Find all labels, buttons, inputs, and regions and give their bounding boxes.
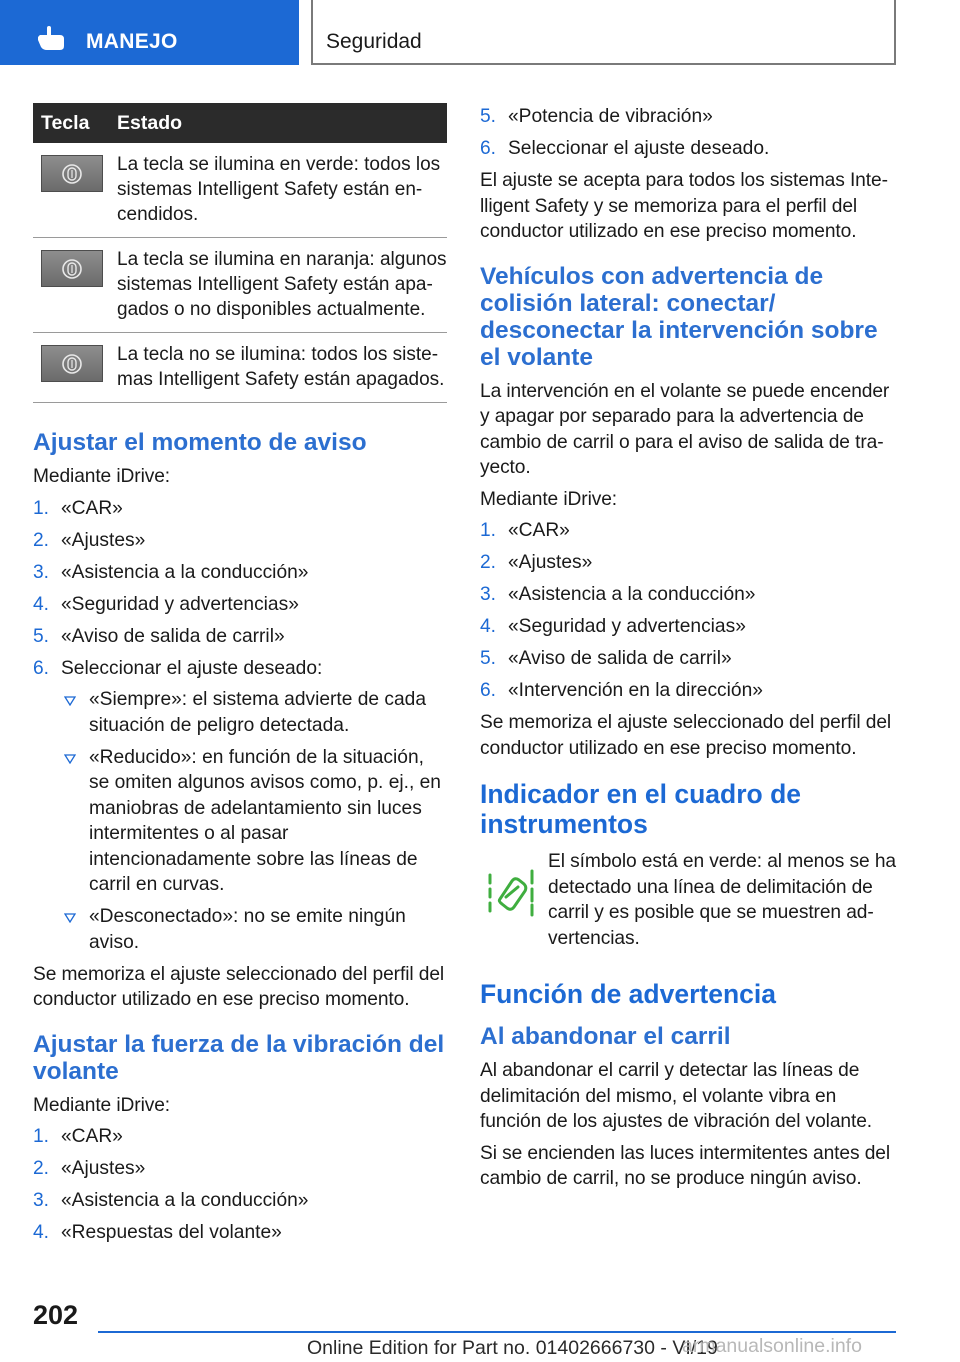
chapter-title: Seguridad (326, 30, 422, 53)
intelligent-safety-key-icon (41, 250, 103, 287)
heading-vibration: Ajustar la fuerza de la vibración del volante (33, 1030, 445, 1085)
table-row (33, 143, 447, 238)
triangle-bullet-icon (64, 754, 76, 764)
steps-vibration (33, 1124, 447, 1246)
function-body-2: Si se encienden las luces intermitentes antes del cambio de carril, no se produce ningún aviso. (480, 1142, 891, 1189)
memory-note: Se memoriza el ajuste seleccionado del perfil del conductor utilizado en ese preciso momento. (33, 963, 445, 1010)
heading-side-collision: Vehículos con advertencia de colisión lateral: conectar/ desconectar la intervención sobre el volante (480, 262, 878, 371)
right-column (480, 104, 896, 1198)
list-item: 6. Seleccionar el ajuste deseado: «Siempre»: el sistema advierte de cada situación de peligro detectada. «Reducido»: en función de la situación, se omiten algunos avisos como, p. ej., en maniobras de adelantamiento sin luces intermitentes o al pasar intencionadamente sobre las líneas de carril en curvas. «Desconectado»: no se emite ningún aviso. (33, 656, 447, 956)
list-item: 4. «Seguridad y advertencias» (480, 616, 746, 637)
chapter-header (311, 0, 896, 65)
intelligent-safety-key-icon (41, 155, 103, 192)
table-row (33, 333, 447, 403)
heading-warning-function: Función de advertencia (480, 979, 776, 1009)
key-status-table (33, 103, 447, 403)
steps-warning-time (33, 496, 447, 956)
list-item: 5. «Aviso de salida de carril» (33, 625, 285, 647)
table-cell-state: La tecla se ilumina en naranja: algunos sistemas Intelligent Safety están apagados o no disponibles actualmente. (117, 238, 447, 333)
triangle-bullet-icon (64, 696, 76, 706)
lane-departure-indicator-icon (482, 853, 542, 923)
list-item: 4. «Seguridad y advertencias» (33, 593, 299, 615)
vibration-note: El ajuste se acepta para todos los sistemas Intelligent Safety y se memoriza para el perfil del conductor utilizado en ese preciso momento. (480, 170, 888, 242)
pointing-hand-icon (38, 26, 66, 50)
option-item: «Reducido»: en función de la situación, se omiten algunos avisos como, p. ej., en maniobras de adelantamiento sin luces intermitentes o al pasar intencionadamente sobre las líneas de carril en curvas. (61, 745, 447, 898)
heading-leaving-lane: Al abandonar el carril (480, 1023, 731, 1050)
list-item: 3. «Asistencia a la conducción» (33, 1190, 309, 1211)
list-item: 6. «Intervención en la dirección» (480, 680, 763, 701)
list-item: 1. «CAR» (33, 1126, 123, 1147)
table-row (33, 238, 447, 333)
option-item: «Desconectado»: no se emite ningún aviso. (61, 904, 447, 955)
intelligent-safety-key-icon (41, 345, 103, 382)
footer-watermark: armanualsonline.info (682, 1335, 862, 1357)
indicator-block (480, 849, 896, 951)
option-item: «Siempre»: el sistema advierte de cada situación de peligro detectada. (61, 687, 447, 738)
triangle-bullet-icon (64, 913, 76, 923)
list-item: 6. Seleccionar el ajuste deseado. (480, 138, 770, 159)
options-list (61, 687, 447, 955)
table-header-row (33, 103, 447, 143)
idrive-intro: Mediante iDrive: (33, 1094, 171, 1116)
list-item: 4. «Respuestas del volante» (33, 1222, 282, 1243)
steps-side-collision (480, 518, 896, 704)
section-label: MANEJO (86, 30, 178, 53)
table-header-key: Tecla (33, 103, 117, 143)
footer-edition: Online Edition for Part no. 01402666730 - VI/19 (307, 1337, 718, 1359)
list-item: 5. «Potencia de vibración» (480, 106, 713, 127)
side-collision-body: La intervención en el volante se puede encender y apagar por separado para la advertencia de cambio de carril o para el aviso de salida de trayecto. (480, 380, 890, 478)
section-tab (0, 0, 299, 65)
list-item: 2. «Ajustes» (33, 529, 146, 551)
function-body-1: Al abandonar el carril y detectar las líneas de delimitación del mismo, el volante vibra en función de los ajustes de vibración del volante. (480, 1060, 872, 1132)
heading-warning-time: Ajustar el momento de aviso (33, 429, 367, 456)
steps-vibration-cont (480, 104, 896, 162)
list-item: 5. «Aviso de salida de carril» (480, 648, 732, 669)
list-item: 2. «Ajustes» (33, 1158, 146, 1179)
heading-indicator: Indicador en el cuadro de instrumentos (480, 779, 802, 839)
table-header-state: Estado (117, 103, 447, 143)
footer-divider (98, 1331, 896, 1333)
list-item: 3. «Asistencia a la conducción» (33, 561, 309, 583)
table-cell-state: La tecla se ilumina en verde: todos los sistemas Intelligent Safety están encendidos. (117, 143, 447, 238)
memory-note: Se memoriza el ajuste seleccionado del perfil del conductor utilizado en ese preciso momento. (480, 712, 892, 759)
indicator-body: El símbolo está en verde: al menos se ha detectado una línea de delimitación de carril y es posible que se muestren advertencias. (548, 851, 896, 949)
idrive-intro: Mediante iDrive: (33, 466, 171, 487)
page-number: 202 (33, 1300, 79, 1330)
list-item: 1. «CAR» (33, 497, 123, 519)
list-item: 2. «Ajustes» (480, 552, 593, 573)
idrive-intro: Mediante iDrive: (480, 488, 618, 510)
left-column (33, 103, 447, 1252)
list-item: 3. «Asistencia a la conducción» (480, 584, 756, 605)
list-item: 1. «CAR» (480, 520, 570, 541)
table-cell-state: La tecla no se ilumina: todos los sistemas Intelligent Safety están apagados. (117, 333, 447, 403)
